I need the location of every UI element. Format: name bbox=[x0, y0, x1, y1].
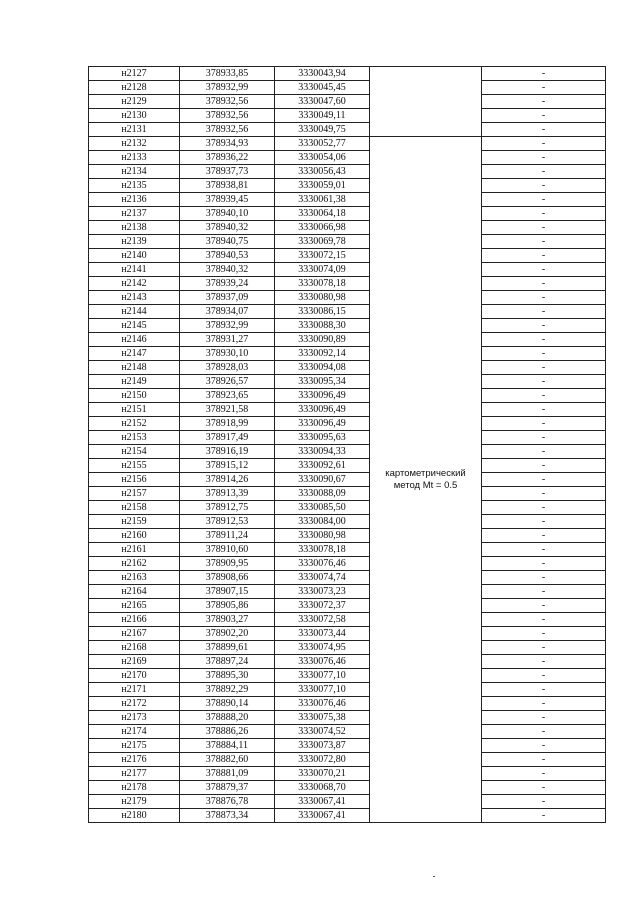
cell-point: н2128 bbox=[89, 81, 180, 95]
table-row bbox=[89, 487, 606, 501]
cell-val: - bbox=[482, 347, 606, 361]
cell-val: - bbox=[482, 221, 606, 235]
cell-point: н2139 bbox=[89, 235, 180, 249]
cell-point: н2136 bbox=[89, 193, 180, 207]
cell-val: - bbox=[482, 249, 606, 263]
table-row bbox=[89, 613, 606, 627]
cell-x: 378910,60 bbox=[180, 543, 275, 557]
cell-y: 3330085,50 bbox=[275, 501, 370, 515]
cell-point: н2179 bbox=[89, 795, 180, 809]
cell-x: 378876,78 bbox=[180, 795, 275, 809]
method-label-line2: метод Mt = 0.5 bbox=[393, 479, 458, 491]
cell-y: 3330056,43 bbox=[275, 165, 370, 179]
cell-x: 378932,56 bbox=[180, 123, 275, 137]
cell-val: - bbox=[482, 277, 606, 291]
cell-val: - bbox=[482, 431, 606, 445]
cell-val: - bbox=[482, 319, 606, 333]
cell-point: н2158 bbox=[89, 501, 180, 515]
cell-val: - bbox=[482, 557, 606, 571]
cell-y: 3330074,09 bbox=[275, 263, 370, 277]
cell-x: 378936,22 bbox=[180, 151, 275, 165]
cell-point: н2171 bbox=[89, 683, 180, 697]
cell-val: - bbox=[482, 291, 606, 305]
cell-val: - bbox=[482, 627, 606, 641]
cell-y: 3330078,18 bbox=[275, 543, 370, 557]
cell-y: 3330049,11 bbox=[275, 109, 370, 123]
cell-y: 3330073,87 bbox=[275, 739, 370, 753]
cell-val: - bbox=[482, 151, 606, 165]
cell-y: 3330073,44 bbox=[275, 627, 370, 641]
cell-val: - bbox=[482, 67, 606, 81]
table-row bbox=[89, 683, 606, 697]
cell-point: н2166 bbox=[89, 613, 180, 627]
cell-x: 378913,39 bbox=[180, 487, 275, 501]
cell-x: 378937,73 bbox=[180, 165, 275, 179]
cell-x: 378938,81 bbox=[180, 179, 275, 193]
table-row bbox=[89, 543, 606, 557]
cell-point: н2145 bbox=[89, 319, 180, 333]
cell-x: 378890,14 bbox=[180, 697, 275, 711]
cell-x: 378881,09 bbox=[180, 767, 275, 781]
cell-point: н2165 bbox=[89, 599, 180, 613]
cell-x: 378940,53 bbox=[180, 249, 275, 263]
cell-val: - bbox=[482, 333, 606, 347]
method-cell-empty bbox=[370, 67, 482, 137]
cell-y: 3330095,63 bbox=[275, 431, 370, 445]
cell-y: 3330074,95 bbox=[275, 641, 370, 655]
cell-point: н2159 bbox=[89, 515, 180, 529]
cell-point: н2153 bbox=[89, 431, 180, 445]
cell-val: - bbox=[482, 473, 606, 487]
table-row bbox=[89, 389, 606, 403]
cell-val: - bbox=[482, 781, 606, 795]
table-row bbox=[89, 123, 606, 137]
cell-val: - bbox=[482, 585, 606, 599]
table-row bbox=[89, 571, 606, 585]
table-row bbox=[89, 109, 606, 123]
cell-x: 378892,29 bbox=[180, 683, 275, 697]
table-row bbox=[89, 67, 606, 81]
cell-y: 3330072,58 bbox=[275, 613, 370, 627]
table-row bbox=[89, 753, 606, 767]
table-row bbox=[89, 305, 606, 319]
cell-x: 378926,57 bbox=[180, 375, 275, 389]
cell-x: 378921,58 bbox=[180, 403, 275, 417]
cell-val: - bbox=[482, 739, 606, 753]
cell-y: 3330049,75 bbox=[275, 123, 370, 137]
cell-val: - bbox=[482, 599, 606, 613]
table-row bbox=[89, 249, 606, 263]
table-row bbox=[89, 585, 606, 599]
table-row bbox=[89, 137, 606, 151]
table-row bbox=[89, 669, 606, 683]
table-row bbox=[89, 473, 606, 487]
cell-val: - bbox=[482, 459, 606, 473]
cell-val: - bbox=[482, 767, 606, 781]
table-row bbox=[89, 347, 606, 361]
cell-x: 378932,56 bbox=[180, 95, 275, 109]
cell-y: 3330092,14 bbox=[275, 347, 370, 361]
cell-point: н2177 bbox=[89, 767, 180, 781]
table-row bbox=[89, 179, 606, 193]
cell-point: н2180 bbox=[89, 809, 180, 823]
cell-point: н2154 bbox=[89, 445, 180, 459]
cell-val: - bbox=[482, 711, 606, 725]
cell-x: 378940,75 bbox=[180, 235, 275, 249]
cell-x: 378934,07 bbox=[180, 305, 275, 319]
table-row bbox=[89, 165, 606, 179]
cell-val: - bbox=[482, 753, 606, 767]
cell-point: н2160 bbox=[89, 529, 180, 543]
cell-y: 3330088,30 bbox=[275, 319, 370, 333]
cell-point: н2142 bbox=[89, 277, 180, 291]
cell-point: н2147 bbox=[89, 347, 180, 361]
cell-point: н2151 bbox=[89, 403, 180, 417]
cell-val: - bbox=[482, 725, 606, 739]
cell-y: 3330096,49 bbox=[275, 403, 370, 417]
cell-y: 3330073,23 bbox=[275, 585, 370, 599]
cell-val: - bbox=[482, 263, 606, 277]
cell-y: 3330064,18 bbox=[275, 207, 370, 221]
cell-x: 378879,37 bbox=[180, 781, 275, 795]
cell-y: 3330078,18 bbox=[275, 277, 370, 291]
table-row bbox=[89, 711, 606, 725]
cell-y: 3330072,80 bbox=[275, 753, 370, 767]
cell-y: 3330090,67 bbox=[275, 473, 370, 487]
table-row bbox=[89, 221, 606, 235]
cell-val: - bbox=[482, 655, 606, 669]
cell-x: 378899,61 bbox=[180, 641, 275, 655]
cell-point: н2172 bbox=[89, 697, 180, 711]
cell-y: 3330054,06 bbox=[275, 151, 370, 165]
cell-val: - bbox=[482, 179, 606, 193]
table-row bbox=[89, 95, 606, 109]
table-row bbox=[89, 641, 606, 655]
table-row bbox=[89, 445, 606, 459]
cell-point: н2141 bbox=[89, 263, 180, 277]
cell-point: н2127 bbox=[89, 67, 180, 81]
cell-val: - bbox=[482, 543, 606, 557]
cell-point: н2143 bbox=[89, 291, 180, 305]
cell-y: 3330061,38 bbox=[275, 193, 370, 207]
table-row bbox=[89, 151, 606, 165]
cell-y: 3330052,77 bbox=[275, 137, 370, 151]
cell-point: н2174 bbox=[89, 725, 180, 739]
cell-point: н2133 bbox=[89, 151, 180, 165]
cell-y: 3330067,41 bbox=[275, 795, 370, 809]
table-row bbox=[89, 529, 606, 543]
table-row bbox=[89, 361, 606, 375]
cell-x: 378932,56 bbox=[180, 109, 275, 123]
table-row bbox=[89, 431, 606, 445]
table-row bbox=[89, 809, 606, 823]
cell-point: н2162 bbox=[89, 557, 180, 571]
cell-x: 378895,30 bbox=[180, 669, 275, 683]
cell-x: 378909,95 bbox=[180, 557, 275, 571]
cell-point: н2134 bbox=[89, 165, 180, 179]
table-row bbox=[89, 795, 606, 809]
cell-x: 378940,32 bbox=[180, 263, 275, 277]
cell-x: 378907,15 bbox=[180, 585, 275, 599]
cell-y: 3330094,33 bbox=[275, 445, 370, 459]
cell-y: 3330076,46 bbox=[275, 557, 370, 571]
cell-val: - bbox=[482, 641, 606, 655]
cell-val: - bbox=[482, 403, 606, 417]
cell-point: н2132 bbox=[89, 137, 180, 151]
cell-x: 378873,34 bbox=[180, 809, 275, 823]
table-row bbox=[89, 459, 606, 473]
cell-x: 378882,60 bbox=[180, 753, 275, 767]
cell-point: н2146 bbox=[89, 333, 180, 347]
cell-x: 378932,99 bbox=[180, 81, 275, 95]
cell-point: н2140 bbox=[89, 249, 180, 263]
cell-val: - bbox=[482, 487, 606, 501]
cell-x: 378905,86 bbox=[180, 599, 275, 613]
cell-val: - bbox=[482, 501, 606, 515]
table-row bbox=[89, 333, 606, 347]
cell-y: 3330077,10 bbox=[275, 683, 370, 697]
cell-x: 378902,20 bbox=[180, 627, 275, 641]
cell-val: - bbox=[482, 123, 606, 137]
cell-point: н2170 bbox=[89, 669, 180, 683]
cell-val: - bbox=[482, 515, 606, 529]
cell-y: 3330068,70 bbox=[275, 781, 370, 795]
cell-val: - bbox=[482, 389, 606, 403]
table-row bbox=[89, 739, 606, 753]
cell-val: - bbox=[482, 795, 606, 809]
cell-x: 378939,24 bbox=[180, 277, 275, 291]
cell-val: - bbox=[482, 529, 606, 543]
cell-x: 378908,66 bbox=[180, 571, 275, 585]
cell-val: - bbox=[482, 669, 606, 683]
cell-val: - bbox=[482, 109, 606, 123]
cell-y: 3330092,61 bbox=[275, 459, 370, 473]
cell-x: 378903,27 bbox=[180, 613, 275, 627]
coordinates-table bbox=[88, 66, 606, 823]
cell-point: н2138 bbox=[89, 221, 180, 235]
cell-point: н2149 bbox=[89, 375, 180, 389]
table-row bbox=[89, 235, 606, 249]
table-row bbox=[89, 291, 606, 305]
cell-point: н2167 bbox=[89, 627, 180, 641]
cell-y: 3330043,94 bbox=[275, 67, 370, 81]
cell-val: - bbox=[482, 81, 606, 95]
table-row bbox=[89, 263, 606, 277]
cell-x: 378886,26 bbox=[180, 725, 275, 739]
cell-point: н2152 bbox=[89, 417, 180, 431]
cell-point: н2144 bbox=[89, 305, 180, 319]
table-row bbox=[89, 207, 606, 221]
cell-y: 3330072,37 bbox=[275, 599, 370, 613]
cell-y: 3330059,01 bbox=[275, 179, 370, 193]
cell-x: 378931,27 bbox=[180, 333, 275, 347]
cell-y: 3330095,34 bbox=[275, 375, 370, 389]
cell-point: н2135 bbox=[89, 179, 180, 193]
cell-point: н2129 bbox=[89, 95, 180, 109]
cell-y: 3330076,46 bbox=[275, 697, 370, 711]
cell-x: 378897,24 bbox=[180, 655, 275, 669]
cell-x: 378917,49 bbox=[180, 431, 275, 445]
cell-x: 378918,99 bbox=[180, 417, 275, 431]
cell-y: 3330070,21 bbox=[275, 767, 370, 781]
cell-point: н2169 bbox=[89, 655, 180, 669]
cell-y: 3330088,09 bbox=[275, 487, 370, 501]
table-row bbox=[89, 277, 606, 291]
cell-val: - bbox=[482, 137, 606, 151]
cell-point: н2130 bbox=[89, 109, 180, 123]
cell-x: 378934,93 bbox=[180, 137, 275, 151]
table-row bbox=[89, 515, 606, 529]
table-row bbox=[89, 725, 606, 739]
table-row bbox=[89, 655, 606, 669]
table-row bbox=[89, 403, 606, 417]
cell-y: 3330047,60 bbox=[275, 95, 370, 109]
table-row bbox=[89, 557, 606, 571]
table-row bbox=[89, 375, 606, 389]
cell-x: 378939,45 bbox=[180, 193, 275, 207]
cell-point: н2175 bbox=[89, 739, 180, 753]
cell-val: - bbox=[482, 613, 606, 627]
cell-val: - bbox=[482, 305, 606, 319]
cell-y: 3330096,49 bbox=[275, 417, 370, 431]
cell-x: 378930,10 bbox=[180, 347, 275, 361]
cell-y: 3330076,46 bbox=[275, 655, 370, 669]
cell-x: 378916,19 bbox=[180, 445, 275, 459]
cell-point: н2137 bbox=[89, 207, 180, 221]
cell-val: - bbox=[482, 809, 606, 823]
cell-val: - bbox=[482, 193, 606, 207]
table-row bbox=[89, 81, 606, 95]
cell-x: 378933,85 bbox=[180, 67, 275, 81]
cell-y: 3330086,15 bbox=[275, 305, 370, 319]
table-row bbox=[89, 599, 606, 613]
cell-x: 378912,53 bbox=[180, 515, 275, 529]
table-row bbox=[89, 697, 606, 711]
cell-point: н2150 bbox=[89, 389, 180, 403]
cell-val: - bbox=[482, 165, 606, 179]
cell-y: 3330080,98 bbox=[275, 529, 370, 543]
table-row bbox=[89, 501, 606, 515]
cell-x: 378915,12 bbox=[180, 459, 275, 473]
cell-val: - bbox=[482, 235, 606, 249]
method-cell bbox=[370, 137, 482, 823]
cell-x: 378940,32 bbox=[180, 221, 275, 235]
cell-x: 378923,65 bbox=[180, 389, 275, 403]
table-row bbox=[89, 627, 606, 641]
cell-x: 378912,75 bbox=[180, 501, 275, 515]
table-row bbox=[89, 417, 606, 431]
cell-point: н2168 bbox=[89, 641, 180, 655]
cell-point: н2156 bbox=[89, 473, 180, 487]
cell-x: 378911,24 bbox=[180, 529, 275, 543]
cell-point: н2164 bbox=[89, 585, 180, 599]
cell-val: - bbox=[482, 207, 606, 221]
cell-x: 378888,20 bbox=[180, 711, 275, 725]
table-row bbox=[89, 193, 606, 207]
cell-val: - bbox=[482, 417, 606, 431]
cell-y: 3330074,74 bbox=[275, 571, 370, 585]
cell-val: - bbox=[482, 95, 606, 109]
cell-point: н2176 bbox=[89, 753, 180, 767]
table-row bbox=[89, 781, 606, 795]
cell-y: 3330066,98 bbox=[275, 221, 370, 235]
cell-val: - bbox=[482, 361, 606, 375]
cell-x: 378928,03 bbox=[180, 361, 275, 375]
cell-point: н2157 bbox=[89, 487, 180, 501]
cell-val: - bbox=[482, 697, 606, 711]
cell-y: 3330067,41 bbox=[275, 809, 370, 823]
cell-y: 3330080,98 bbox=[275, 291, 370, 305]
cell-y: 3330072,15 bbox=[275, 249, 370, 263]
cell-x: 378940,10 bbox=[180, 207, 275, 221]
cell-y: 3330069,78 bbox=[275, 235, 370, 249]
cell-x: 378884,11 bbox=[180, 739, 275, 753]
cell-point: н2148 bbox=[89, 361, 180, 375]
cell-y: 3330084,00 bbox=[275, 515, 370, 529]
cell-y: 3330090,89 bbox=[275, 333, 370, 347]
cell-y: 3330045,45 bbox=[275, 81, 370, 95]
cell-point: н2131 bbox=[89, 123, 180, 137]
cell-y: 3330096,49 bbox=[275, 389, 370, 403]
method-label-line1: картометрический bbox=[385, 467, 466, 479]
coordinates-table-body bbox=[89, 67, 606, 823]
cell-point: н2163 bbox=[89, 571, 180, 585]
cell-point: н2173 bbox=[89, 711, 180, 725]
cell-point: н2178 bbox=[89, 781, 180, 795]
cell-x: 378932,99 bbox=[180, 319, 275, 333]
cell-x: 378937,09 bbox=[180, 291, 275, 305]
cell-point: н2155 bbox=[89, 459, 180, 473]
cell-y: 3330075,38 bbox=[275, 711, 370, 725]
cell-y: 3330094,08 bbox=[275, 361, 370, 375]
cell-y: 3330077,10 bbox=[275, 669, 370, 683]
cell-val: - bbox=[482, 571, 606, 585]
table-row bbox=[89, 767, 606, 781]
page-speck bbox=[433, 876, 435, 877]
cell-x: 378914,26 bbox=[180, 473, 275, 487]
cell-val: - bbox=[482, 445, 606, 459]
table-row bbox=[89, 319, 606, 333]
cell-point: н2161 bbox=[89, 543, 180, 557]
cell-y: 3330074,52 bbox=[275, 725, 370, 739]
cell-val: - bbox=[482, 683, 606, 697]
cell-val: - bbox=[482, 375, 606, 389]
